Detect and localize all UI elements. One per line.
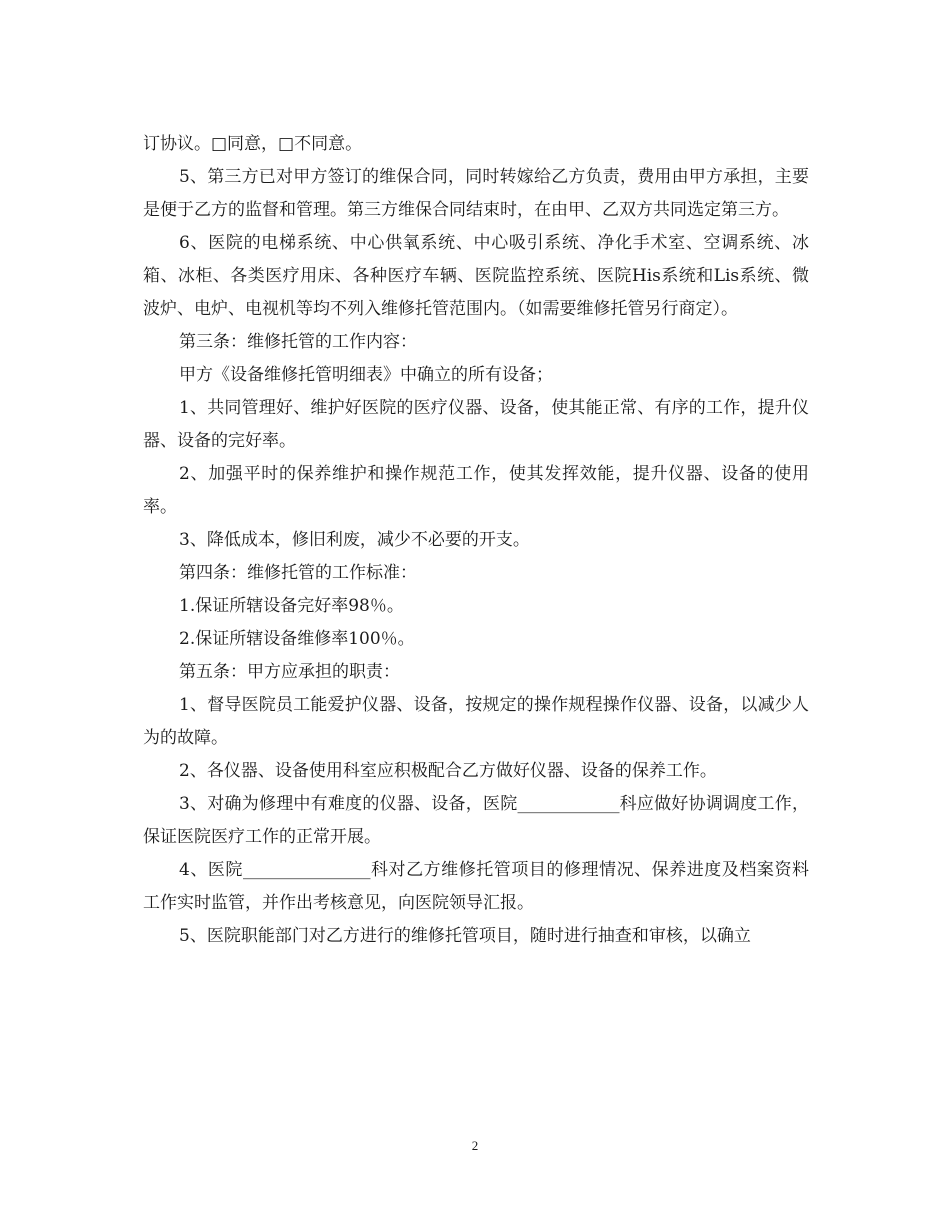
- document-body: [143, 128, 809, 953]
- paragraph-3: 6、医院的电梯系统、中心供氧系统、中心吸引系统、净化手术室、空调系统、冰箱、冰柜、各类医疗用床、各种医疗车辆、医院监控系统、医院His系统和Lis系统、微波炉、电炉、电视机等均不列入维修托管范围内。（如需要维修托管另行商定）。: [143, 233, 809, 319]
- paragraph-17: 5、医院职能部门对乙方进行的维修托管项目，随时进行抽查和审核，以确立: [179, 926, 751, 946]
- paragraph-16: 4、医院_______________科对乙方维修托管项目的修理情况、保养进度及档案资料工作实时监管，并作出考核意见，向医院领导汇报。: [143, 860, 809, 913]
- page-number: 2: [471, 1138, 479, 1153]
- paragraph-15: 3、对确为修理中有难度的仪器、设备，医院____________科应做好协调调度工作，保证医院医疗工作的正常开展。: [143, 794, 809, 847]
- paragraph-4: 第三条：维修托管的工作内容：: [179, 332, 417, 352]
- paragraph-13: 1、督导医院员工能爱护仪器、设备，按规定的操作规程操作仪器、设备，以减少人为的故障。: [143, 695, 809, 748]
- paragraph-10: 1.保证所辖设备完好率98％。: [179, 596, 404, 616]
- paragraph-7: 2、加强平时的保养维护和操作规范工作，使其发挥效能，提升仪器、设备的使用率。: [143, 464, 809, 517]
- paragraph-5: 甲方《设备维修托管明细表》中确立的所有设备；: [179, 365, 553, 385]
- paragraph-12: 第五条：甲方应承担的职责：: [179, 662, 400, 682]
- paragraph-14: 2、各仪器、设备使用科室应积极配合乙方做好仪器、设备的保养工作。: [179, 761, 717, 781]
- paragraph-9: 第四条：维修托管的工作标准：: [179, 563, 417, 583]
- paragraph-1: 订协议。□同意，□不同意。: [143, 134, 363, 154]
- paragraph-11: 2.保证所辖设备维修率100％。: [179, 629, 415, 649]
- paragraph-2: 5、第三方已对甲方签订的维保合同，同时转嫁给乙方负责，费用由甲方承担，主要是便于乙方的监督和管理。第三方维保合同结束时，在由甲、乙双方共同选定第三方。: [143, 167, 809, 220]
- paragraph-8: 3、降低成本，修旧利废，减少不必要的开支。: [179, 530, 530, 550]
- paragraph-6: 1、共同管理好、维护好医院的医疗仪器、设备，使其能正常、有序的工作，提升仪器、设备的完好率。: [143, 398, 809, 451]
